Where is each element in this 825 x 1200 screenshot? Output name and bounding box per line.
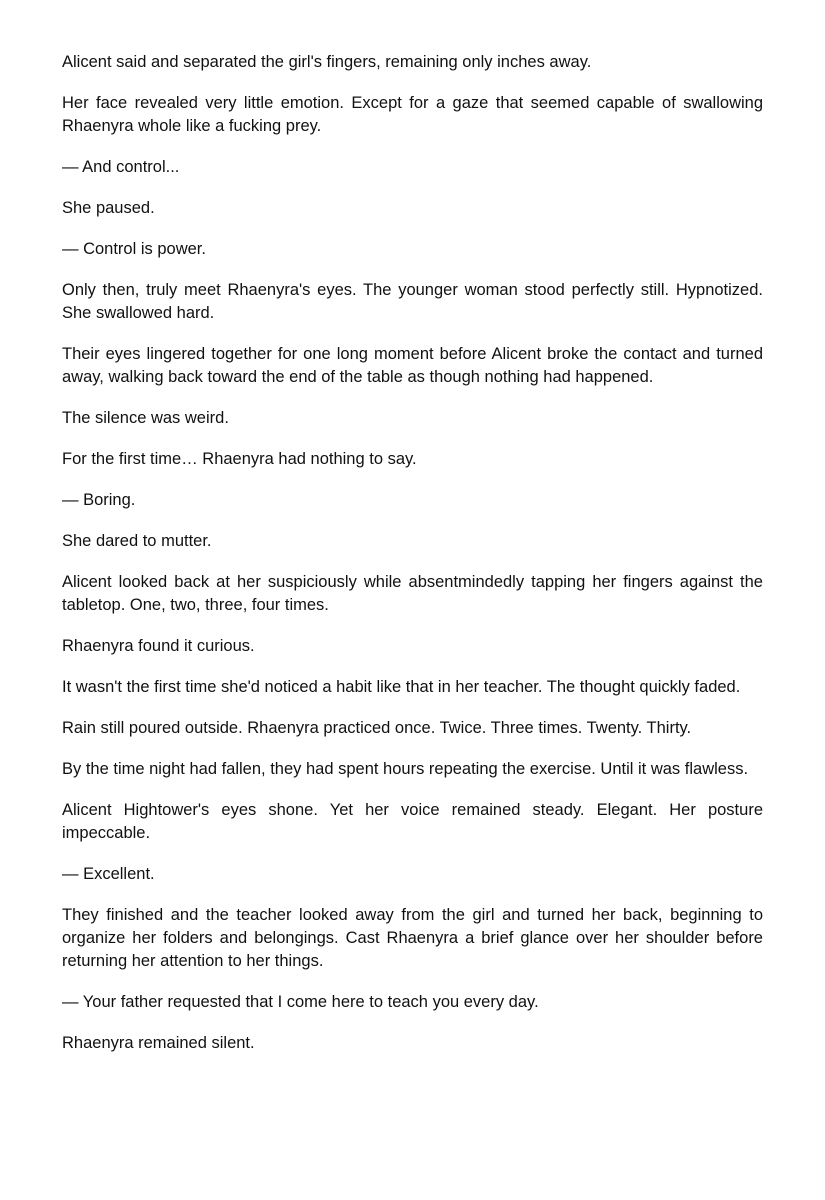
paragraph: She dared to mutter. [62, 532, 212, 550]
paragraph: Alicent Hightower's eyes shone. Yet her voice remained steady. Elegant. Her posture impeccable. [62, 801, 763, 842]
paragraph: For the first time… Rhaenyra had nothing to say. [62, 450, 417, 468]
dialogue-line: — Excellent. [62, 865, 155, 883]
dialogue-line: — Boring. [62, 491, 136, 509]
paragraph: Alicent looked back at her suspiciously while absentmindedly tapping her fingers against the tabletop. One, two, three, four times. [62, 573, 763, 614]
paragraph: Only then, truly meet Rhaenyra's eyes. The younger woman stood perfectly still. Hypnotized. She swallowed hard. [62, 281, 763, 322]
paragraph: She paused. [62, 199, 155, 217]
paragraph: Alicent said and separated the girl's fingers, remaining only inches away. [62, 53, 592, 71]
dialogue-line: — And control... [62, 158, 180, 176]
paragraph: The silence was weird. [62, 409, 229, 427]
paragraph: Rhaenyra remained silent. [62, 1034, 255, 1052]
paragraph: By the time night had fallen, they had spent hours repeating the exercise. Until it was flawless. [62, 760, 749, 778]
dialogue-line: — Your father requested that I come here to teach you every day. [62, 993, 539, 1011]
paragraph: Their eyes lingered together for one long moment before Alicent broke the contact and turned away, walking back toward the end of the table as though nothing had happened. [62, 345, 763, 386]
paragraph: Rhaenyra found it curious. [62, 637, 255, 655]
paragraph: Her face revealed very little emotion. Except for a gaze that seemed capable of swallowing Rhaenyra whole like a fucking prey. [62, 94, 763, 135]
document-page [62, 51, 763, 1073]
paragraph: It wasn't the first time she'd noticed a habit like that in her teacher. The thought quickly faded. [62, 678, 741, 696]
paragraph: Rain still poured outside. Rhaenyra practiced once. Twice. Three times. Twenty. Thirty. [62, 719, 692, 737]
paragraph: They finished and the teacher looked away from the girl and turned her back, beginning to organize her folders and belongings. Cast Rhaenyra a brief glance over her shoulder before returning her attention to her things. [62, 906, 763, 970]
dialogue-line: — Control is power. [62, 240, 206, 258]
